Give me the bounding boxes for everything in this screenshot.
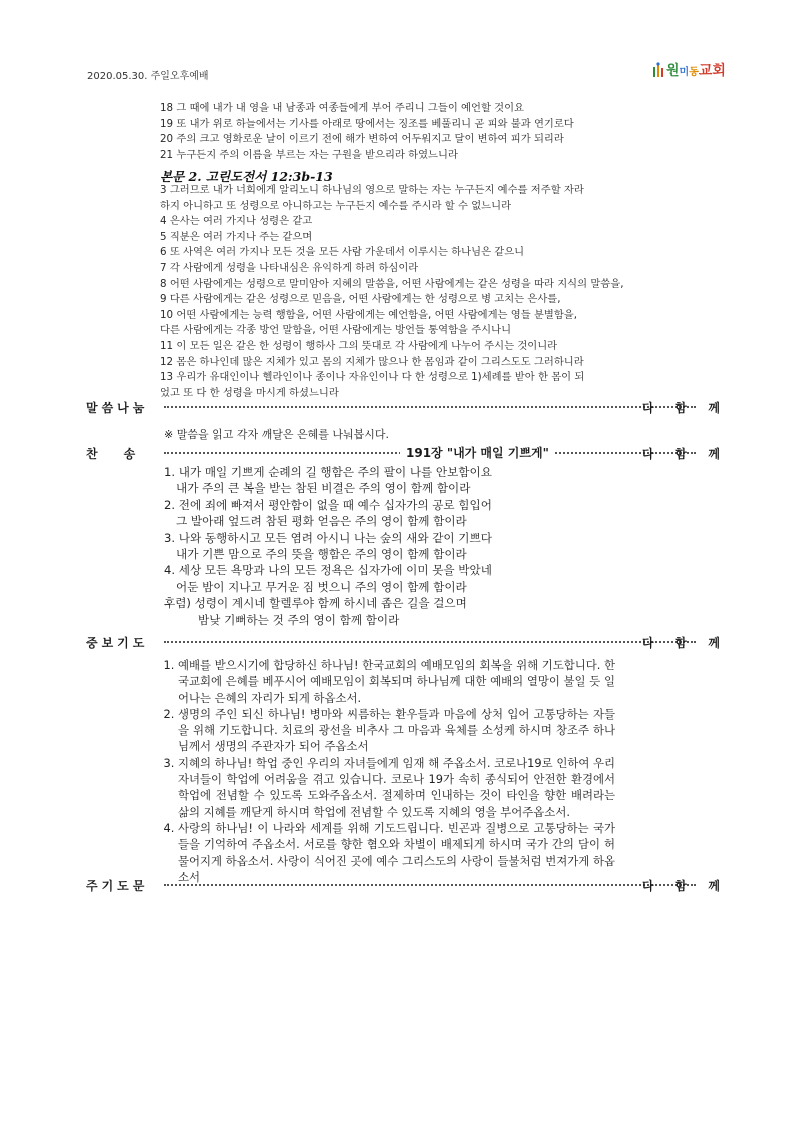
verse-line: 19 또 내가 위로 하늘에서는 기사를 아래로 땅에서는 징조를 베풀리니 곧 피와 불과 연기로다 — [160, 117, 574, 130]
scripture2-heading: 본문 2. 고린도전서 12:3b-13 — [160, 169, 333, 184]
verse-line: 8 어떤 사람에게는 성령으로 말미암아 지혜의 말씀을, 어떤 사람에게는 같은 성령을 따라 지식의 말씀을, — [160, 277, 624, 290]
verse-line: 12 몸은 하나인데 많은 지체가 있고 몸의 지체가 많으나 한 몸임과 같이 그리스도도 그러하니라 — [160, 355, 584, 368]
section-intercession — [86, 634, 720, 652]
section-label: 주기도문 — [86, 879, 149, 893]
prayer-item: 2. 생명의 주인 되신 하나님! 병마와 씨름하는 환우들과 마음에 상처 입어 고통당하는 자들을 위해 기도합니다. 치료의 광선을 비추사 그 마음과 육체를 소성케 하시며 창조주 하나님께서 생명의 주관자가 되어 주옵소서 — [178, 706, 615, 755]
lyric-line: 3. 나와 동행하시고 모든 염려 아시니 나는 숲의 새와 같이 기쁘다 — [164, 530, 492, 545]
verse-line: 6 또 사역은 여러 가지나 모든 것을 모든 사람 가운데서 이루시는 하나님은 같으니 — [160, 246, 525, 259]
church-logo-icon — [652, 62, 664, 78]
scripture1-block — [160, 101, 574, 163]
dotted-leader — [164, 884, 696, 886]
logo-text-1: 원 — [666, 63, 680, 79]
participant-char: 다 — [642, 447, 654, 461]
dotted-leader — [164, 406, 696, 408]
participant-char: 다 — [642, 401, 654, 415]
hymn-title: 191장 "내가 매일 기쁘게" — [400, 444, 555, 461]
prayer-item: 1. 예배를 받으시기에 합당하신 하나님! 한국교회의 예배모임의 회복을 위해 기도합니다. 한국교회에 은혜를 베푸시어 예배모임이 회복되며 하나님께 대한 예배의 열망이 불일 듯 일어나는 은혜의 자리가 되게 하옵소서. — [178, 657, 615, 706]
verse-line: 20 주의 크고 영화로운 날이 이르기 전에 해가 변하여 어두워지고 달이 변하여 피가 되리라 — [160, 133, 564, 146]
lyric-line: 내가 주의 큰 복을 받는 참된 비결은 주의 영이 함께 함이라 — [176, 481, 471, 496]
prayer-item: 3. 지혜의 하나님! 학업 중인 우리의 자녀들에게 임재 해 주옵소서. 코로나19로 인하여 우리 자녀들이 학업에 어려움을 겪고 있습니다. 코로나 19가 속히 종식되어 안전한 환경에서 학업에 전념할 수 있도록 도와주옵소서. 절제하며 인내하는 것이 타인을 향한 배려라는 삶의 지혜를 깨닫게 하시며 학업에 전념할 수 있도록 지혜의 영을 부어주옵소서. — [178, 755, 615, 820]
verse-line: 7 각 사람에게 성령을 나타내심은 유익하게 하려 하심이라 — [160, 261, 419, 274]
verse-line: 5 직분은 여러 가지나 주는 같으며 — [160, 230, 313, 243]
participant-char: 함 — [675, 879, 687, 893]
section-lords-prayer — [86, 877, 720, 895]
verse-line: 4 은사는 여러 가지나 성령은 같고 — [160, 215, 313, 228]
participant-char: 께 — [708, 401, 720, 415]
lyric-line: 그 발아래 엎드려 참된 평화 얻음은 주의 영이 함께 함이라 — [176, 514, 467, 529]
lyric-line: 1. 내가 매일 기쁘게 순례의 길 행함은 주의 팔이 나를 안보함이요 — [164, 465, 492, 479]
verse-line: 18 그 때에 내가 내 영을 내 남종과 여종들에게 부어 주리니 그들이 예언할 것이요 — [160, 102, 525, 114]
section-label: 말씀나눔 — [86, 401, 149, 415]
verse-line: 9 다른 사람에게는 같은 성령으로 믿음을, 어떤 사람에게는 한 성령으로 병 고치는 은사를, — [160, 293, 561, 306]
section-participants — [642, 877, 720, 894]
verse-line: 3 그러므로 내가 너희에게 알리노니 하나님의 영으로 말하는 자는 누구든지 예수를 저주할 자라 — [160, 184, 584, 196]
verse-line: 11 이 모든 일은 같은 한 성령이 행하사 그의 뜻대로 각 사람에게 나누어 주시는 것이니라 — [160, 339, 558, 352]
logo-text-4: 교회 — [698, 63, 726, 79]
scripture2-block — [160, 183, 623, 401]
logo-text-3: 동 — [689, 66, 699, 78]
participant-char: 께 — [708, 879, 720, 893]
lyric-line: 후렴) 성령이 계시네 할렐루야 함께 하시네 좁은 길을 걸으며 — [164, 596, 467, 611]
hymn-lyrics — [164, 464, 492, 628]
prayer-item: 4. 사랑의 하나님! 이 나라와 세계를 위해 기도드립니다. 빈곤과 질병으로 고통당하는 국가들을 기억하여 주옵소서. 서로를 향한 혐오와 차별이 배제되게 하시며 국가 간의 담이 허물어지게 하옵소서. 사랑이 식어진 곳에 예수 그리스도의 사랑이 들불처럼 번져가게 하옵소서 — [178, 820, 615, 885]
participant-char: 함 — [675, 401, 687, 415]
verse-line: 다른 사람에게는 각종 방언 말함을, 어떤 사람에게는 방언들 통역함을 주시나니 — [160, 324, 512, 337]
verse-line: 21 누구든지 주의 이름을 부르는 자는 구원을 받으리라 하였느니라 — [160, 148, 458, 161]
participant-char: 께 — [708, 636, 720, 650]
participant-char: 함 — [675, 636, 687, 650]
lyric-line: 2. 전에 죄에 빠져서 평안함이 없을 때 예수 십자가의 공로 힘입어 — [164, 497, 492, 512]
intercession-list — [160, 657, 615, 885]
section-label: 찬송 — [86, 447, 162, 461]
section-participants — [642, 445, 720, 462]
section-label: 중보기도 — [86, 636, 149, 650]
section-hymn — [86, 445, 720, 463]
lyric-line: 4. 세상 모든 욕망과 나의 모든 정욕은 십자가에 이미 못을 박았네 — [164, 563, 492, 578]
section-sharing — [86, 399, 720, 417]
sharing-note: ※ 말씀을 읽고 각자 깨달은 은혜를 나눠봅시다. — [164, 428, 389, 441]
participant-char: 함 — [675, 447, 687, 461]
section-participants — [642, 399, 720, 416]
verse-line: 10 어떤 사람에게는 능력 행함을, 어떤 사람에게는 예언함을, 어떤 사람에게는 영들 분별함을, — [160, 308, 578, 321]
verse-line: 었고 또 다 한 성령을 마시게 하셨느니라 — [160, 386, 339, 399]
verse-line: 13 우리가 유대인이나 헬라인이나 종이나 자유인이나 다 한 성령으로 1)세례를 받아 한 몸이 되 — [160, 371, 585, 384]
participant-char: 께 — [708, 447, 720, 461]
lyric-line: 내가 기쁜 맘으로 주의 뜻을 행함은 주의 영이 함께 함이라 — [176, 547, 467, 562]
church-logo — [652, 61, 726, 79]
verse-line: 하지 아니하고 또 성령으로 아니하고는 누구든지 예수를 주시라 할 수 없느니라 — [160, 199, 512, 212]
section-participants — [642, 634, 720, 651]
lyric-line: 어둔 밤이 지나고 무거운 짐 벗으니 주의 영이 함께 함이라 — [176, 579, 467, 594]
dotted-leader — [164, 641, 696, 643]
lyric-line: 밤낮 기뻐하는 것 주의 영이 함께 함이라 — [198, 612, 400, 627]
participant-char: 다 — [642, 879, 654, 893]
service-date: 2020.05.30. 주일오후예배 — [87, 71, 209, 82]
participant-char: 다 — [642, 636, 654, 650]
logo-text-2: 미 — [679, 66, 690, 78]
